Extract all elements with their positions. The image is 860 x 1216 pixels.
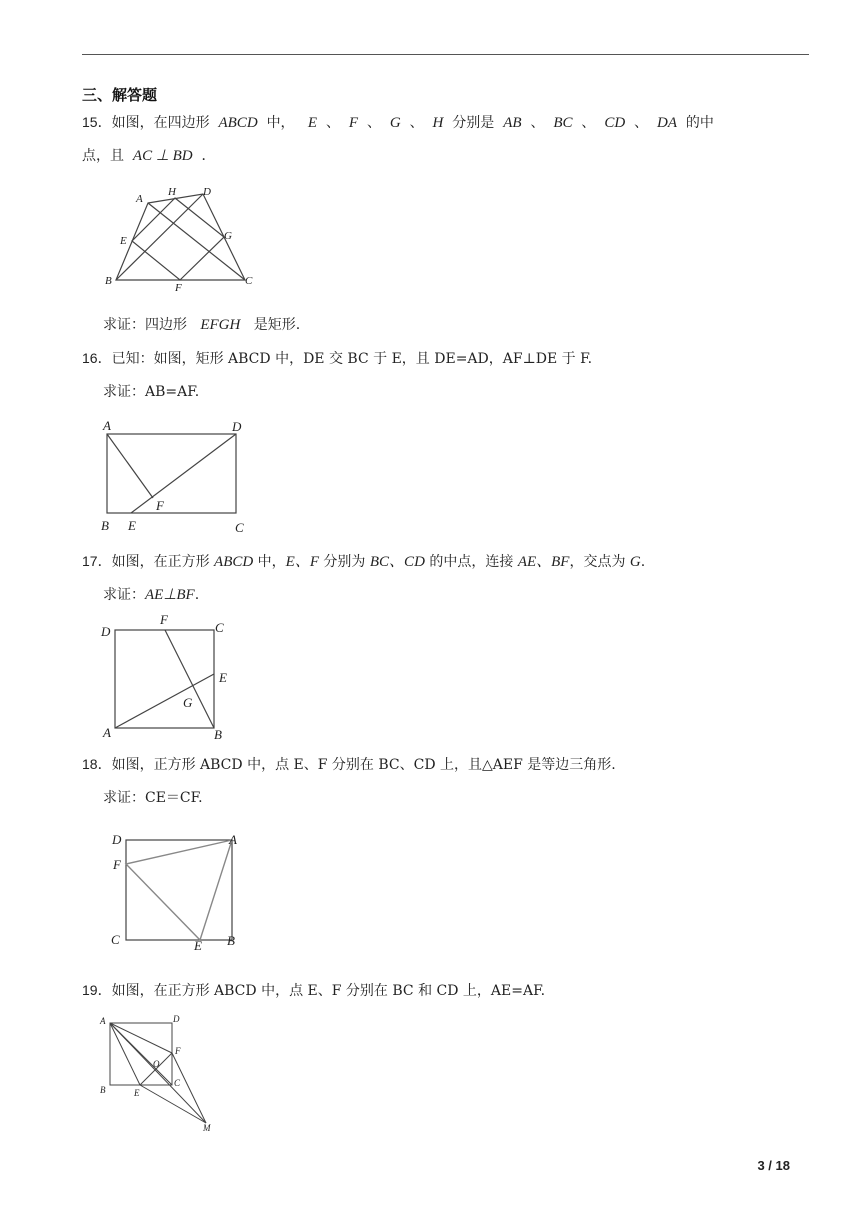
fig16-label-a: A: [103, 418, 111, 433]
q15-bc: BC: [553, 115, 573, 131]
q15-figure: [102, 184, 252, 294]
q17-figure: [100, 612, 240, 742]
fig15-label-e: E: [120, 235, 127, 247]
fig15-label-f: F: [175, 282, 182, 294]
q19-figure: [98, 1012, 228, 1134]
q15-g: G: [389, 115, 401, 131]
q16-proof: 求证：AB=AF.: [103, 384, 200, 400]
q18-stem: [82, 755, 616, 774]
q15-stem-line1: [82, 113, 809, 132]
q17-text-b: 中，: [253, 554, 286, 570]
q15-proof-a: 求证：四边形: [103, 317, 187, 333]
q17-number: 17．: [82, 553, 112, 569]
q16-figure: [100, 418, 250, 533]
q17-ef: E、F: [285, 554, 319, 570]
q15-f: F: [348, 115, 359, 131]
q15-sep: 、: [581, 115, 596, 131]
fig17-label-c: C: [215, 620, 224, 635]
q15-number: 15．: [82, 114, 112, 130]
fig15-label-b: B: [105, 275, 112, 287]
fig15-label-h: H: [168, 186, 176, 198]
fig15-label-a: A: [136, 193, 143, 205]
fig18-label-a: A: [229, 832, 237, 847]
q15-proof-quad: EFGH: [200, 317, 241, 333]
q15-fenbie: 分别是: [452, 115, 495, 131]
q17-stem: [82, 552, 645, 571]
fig18-label-d: D: [112, 832, 122, 847]
fig16-label-d: D: [232, 419, 242, 434]
q15-cd: CD: [604, 115, 626, 131]
fig19-label-a: A: [100, 1016, 106, 1026]
q15-proof: [103, 316, 300, 334]
fig18-label-e: E: [194, 938, 202, 953]
fig17-label-b: B: [214, 727, 222, 742]
fig19-label-m: M: [203, 1123, 211, 1133]
q17-proof-a: 求证：: [103, 587, 145, 603]
q15-line2: 点，且: [82, 148, 124, 164]
q15-sep: 、: [326, 115, 340, 131]
q15-ab: AB: [503, 115, 522, 131]
q15-dezhong: 的中: [685, 115, 714, 131]
fig16-label-b: B: [101, 518, 109, 533]
q15-sep: 、: [530, 115, 545, 131]
q18-number: 18．: [82, 756, 112, 772]
fig15-label-g: G: [224, 230, 232, 242]
q15-intro: 如图，在四边形: [111, 115, 210, 131]
q16-text: 已知：如图，矩形 ABCD 中，DE 交 BC 于 E，且 DE=AD，AF⊥DE 于 F.: [111, 351, 593, 367]
q17-text-f: .: [640, 554, 646, 570]
q15-sep: 、: [366, 115, 381, 131]
fig16-label-e: E: [128, 518, 136, 533]
q17-text-c: 分别为: [318, 554, 370, 570]
fig19-label-b: B: [100, 1085, 106, 1095]
q16-number: 16．: [82, 350, 112, 366]
fig19-label-o: O: [153, 1059, 160, 1069]
fig18-label-c: C: [111, 932, 120, 947]
q17-abcd: ABCD: [214, 554, 254, 570]
q15-e: E: [307, 115, 318, 131]
q15-quad: ABCD: [218, 115, 258, 131]
q17-proof-b: AE⊥BF: [145, 587, 195, 603]
q15-zhong: 中，: [266, 115, 295, 131]
q17-aebf: AE、BF: [517, 554, 570, 570]
fig19-label-d: D: [173, 1014, 180, 1024]
header-rule: [82, 54, 809, 55]
q15-sep: 、: [634, 115, 649, 131]
fig17-label-a: A: [103, 725, 111, 740]
fig18-label-b: B: [227, 933, 235, 948]
q15-h: H: [432, 115, 444, 131]
fig15-label-d: D: [203, 186, 211, 198]
q19-stem: [82, 981, 545, 1000]
fig17-label-d: D: [101, 624, 111, 639]
q15-condition: AC ⊥ BD: [132, 148, 193, 164]
q17-proof-c: .: [194, 587, 200, 603]
q18-text: 如图，正方形 ABCD 中，点 E、F 分别在 BC、CD 上，且△AEF 是等边三角形.: [111, 757, 616, 773]
q15-sep: 、: [409, 115, 424, 131]
q15-dot: ．: [201, 148, 216, 164]
fig19-label-e: E: [134, 1088, 140, 1098]
q15-proof-b: 是矩形.: [253, 317, 301, 333]
q17-g: G: [629, 554, 641, 570]
fig19-label-c: C: [174, 1078, 181, 1088]
fig17-label-f: F: [160, 612, 168, 627]
fig17-label-g: G: [183, 695, 193, 710]
q17-text-e: ，交点为: [569, 554, 630, 570]
q17-text-d: 的中点，连接: [424, 554, 518, 570]
q17-proof: [103, 586, 199, 604]
fig15-label-c: C: [245, 275, 253, 287]
q15-stem-line2: [82, 147, 216, 165]
q18-proof: 求证：CE＝CF.: [103, 790, 203, 806]
q18-figure: [108, 828, 248, 953]
fig16-label-f: F: [156, 498, 164, 513]
q17-bccd: BC、CD: [369, 554, 425, 570]
q19-text: 如图，在正方形 ABCD 中，点 E、F 分别在 BC 和 CD 上，AE=AF.: [111, 983, 546, 999]
section-title: 三、解答题: [82, 86, 158, 104]
q19-number: 19．: [82, 982, 112, 998]
q15-da: DA: [656, 115, 677, 131]
fig17-label-e: E: [219, 670, 227, 685]
page-number: 3 / 18: [757, 1158, 790, 1173]
fig19-label-f: F: [175, 1046, 181, 1056]
fig16-label-c: C: [235, 520, 244, 535]
q16-stem: [82, 349, 592, 368]
q17-text-a: 如图，在正方形: [111, 554, 215, 570]
fig18-label-f: F: [113, 857, 121, 872]
